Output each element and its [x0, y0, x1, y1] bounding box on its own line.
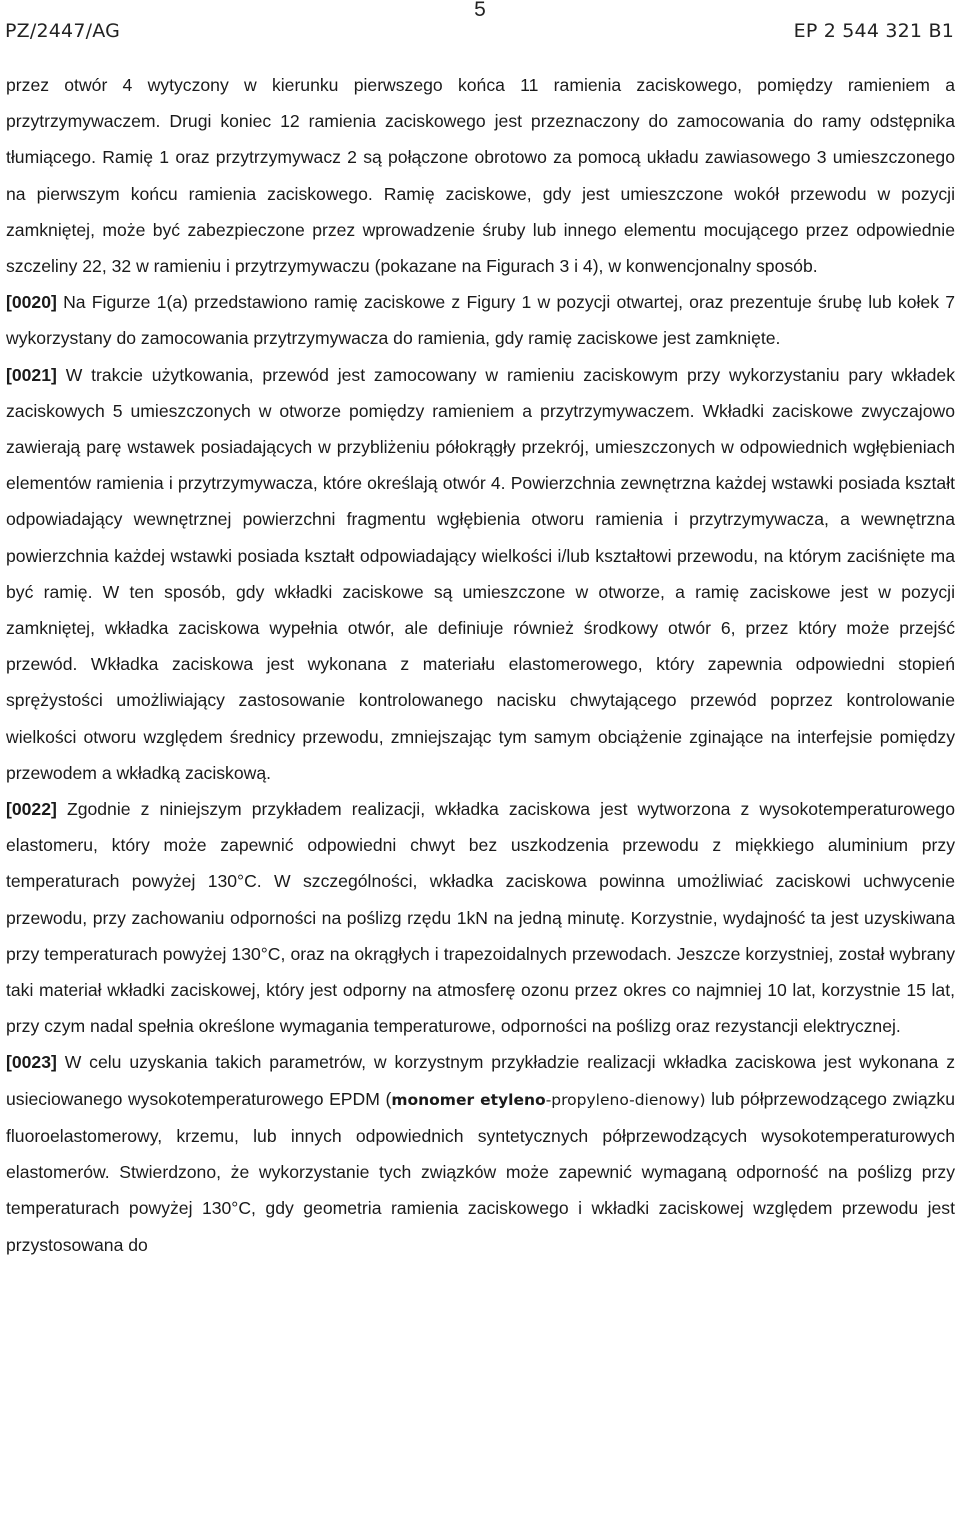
- paragraph-number: [0023]: [6, 1052, 57, 1073]
- paragraph-0022: [6, 791, 955, 1044]
- document-reference-right: EP 2 544 321 B1: [793, 20, 954, 42]
- paragraph-0021: [6, 357, 955, 791]
- document-body: [6, 67, 955, 1263]
- paragraph-text-start: W celu uzyskania takich parametrów, w korzystnym przykładzie realizacji wkładka zaciskowa jest wykonana z usieciowanego wysokotemperaturowego EPDM (: [6, 1052, 955, 1109]
- paragraph-text-alt-font: -propyleno-dienowy): [545, 1090, 706, 1109]
- page-header: [0, 0, 960, 50]
- paragraph-text: przez otwór 4 wytyczony w kierunku pierwszego końca 11 ramienia zaciskowego, pomiędzy ramieniem a przytrzymywaczem. Drugi koniec 12 ramienia zaciskowego jest przeznaczony do zamocowania do ramy odstępnika tłumiącego. Ramię 1 oraz przytrzymywacz 2 są połączone obrotowo za pomocą układu zawiasowego 3 umieszczonego na pierwszym końcu ramienia zaciskowego. Ramię zaciskowe, gdy jest umieszczone wokół przewodu w pozycji zamkniętej, może być zabezpieczone przez wprowadzenie śruby lub innego elementu mocującego przez odpowiednie szczeliny 22, 32 w ramieniu i przytrzymywaczu (pokazane na Figurach 3 i 4), w konwencjonalny sposób.: [6, 75, 955, 277]
- paragraph-number: [0021]: [6, 364, 57, 385]
- paragraph-0020: [6, 284, 955, 356]
- paragraph-text: Na Figurze 1(a) przedstawiono ramię zaciskowe z Figury 1 w pozycji otwartej, oraz prezentuje śrubę lub kołek 7 wykorzystany do zamocowania przytrzymywacza do ramienia, gdy ramię zaciskowe jest zamknięte.: [6, 292, 955, 349]
- paragraph-0023: [6, 1044, 955, 1262]
- paragraph-text: W trakcie użytkowania, przewód jest zamocowany w ramieniu zaciskowym przy wykorzystaniu pary wkładek zaciskowych 5 umieszczonych w otworze pomiędzy ramieniem a przytrzymywaczem. Wkładki zaciskowe zwyczajowo zawierają parę wstawek posiadających w przybliżeniu półokrągły przekrój, umieszczonych w odpowiednich wgłębieniach elementów ramienia i przytrzymywacza, które określają otwór 4. Powierzchnia zewnętrzna każdej wstawki posiada kształt odpowiadający wewnętrznej powierzchni fragmentu wgłębienia otworu ramienia i przytrzymywacza, a wewnętrzna powierzchnia każdej wstawki posiada kształt odpowiadający wielkości i/lub kształtowi przewodu, na którym zaciśnięte ma być ramię. W ten sposób, gdy wkładki zaciskowe są umieszczone w otworze, a ramię zaciskowe jest w pozycji zamkniętej, wkładka zaciskowa wypełnia otwór, ale definiuje również środkowy otwór 6, przez który może przejść przewód. Wkładka zaciskowa jest wykonana z materiału elastomerowego, który zapewnia odpowiedni stopień sprężystości umożliwiający zastosowanie kontrolowanego nacisku chwytającego przewód poprzez kontrolowanie wielkości otworu względem średnicy przewodu, zmniejszając tym samym obciążenie zginające na interfejsie pomiędzy przewodem a wkładką zaciskową.: [6, 364, 955, 783]
- document-reference-left: PZ/2447/AG: [5, 20, 121, 42]
- paragraph-text-alt-font-bold: monomer etyleno: [391, 1090, 546, 1109]
- page-number: 5: [474, 0, 486, 21]
- paragraph-text: Zgodnie z niniejszym przykładem realizacji, wkładka zaciskowa jest wytworzona z wysokotemperaturowego elastomeru, który może zapewnić odpowiedni chwyt bez uszkodzenia przewodu z miękkiego aluminium przy temperaturach powyżej 130°C. W szczególności, wkładka zaciskowa powinna umożliwiać zaciskowi uchwycenie przewodu, przy zachowaniu odporności na poślizg rzędu 1kN na jedną minutę. Korzystnie, wydajność ta jest uzyskiwana przy temperaturach powyżej 130°C, oraz na okrągłych i trapezoidalnych przewodach. Jeszcze korzystniej, został wybrany taki materiał wkładki zaciskowej, który jest odporny na atmosferę ozonu przez okres co najmniej 10 lat, korzystnie 15 lat, przy czym nadal spełnia określone wymagania temperaturowe, odporności na poślizg oraz rezystancji elektrycznej.: [6, 799, 955, 1037]
- paragraph-text-end: lub półprzewodzącego związku fluoroelastomerowy, krzemu, lub innych odpowiednich syntetycznych półprzewodzących wysokotemperaturowych elastomerów. Stwierdzono, że wykorzystanie tych związków może zapewnić wymaganą odporność na poślizg przy temperaturach powyżej 130°C, gdy geometria ramienia zaciskowego i wkładki zaciskowej względem przewodu jest przystosowana do: [6, 1088, 955, 1255]
- paragraph-number: [0020]: [6, 292, 57, 313]
- paragraph-number: [0022]: [6, 799, 57, 820]
- paragraph-continuation: [6, 67, 955, 284]
